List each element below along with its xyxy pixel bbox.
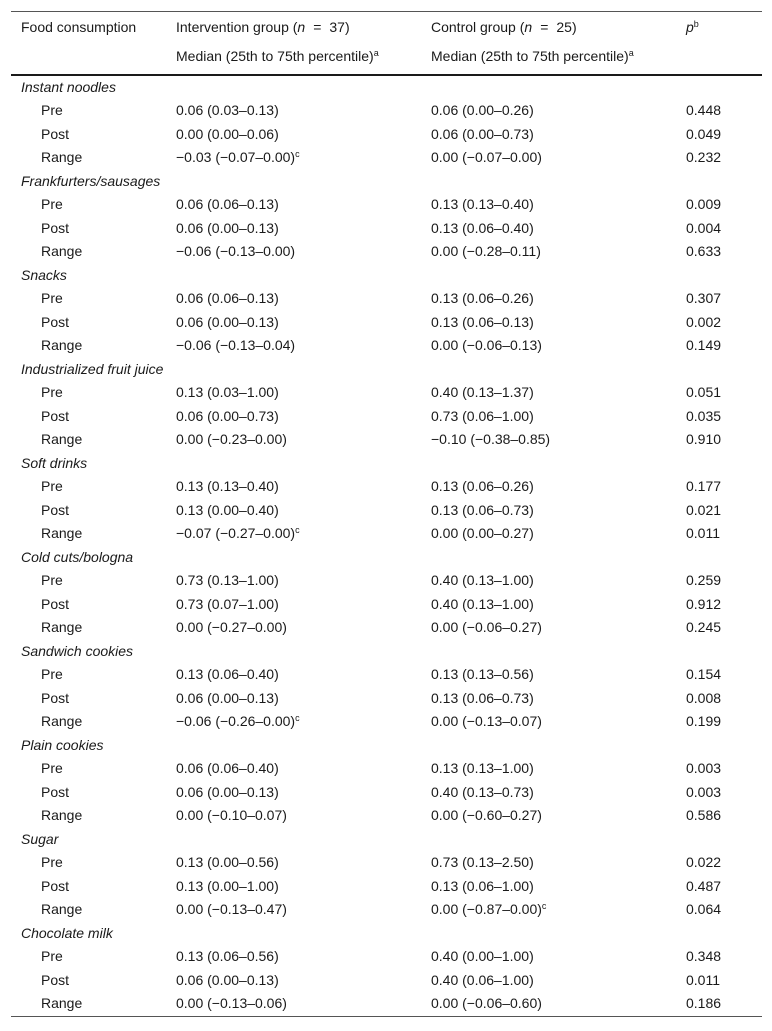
row-label: Range [41,243,83,259]
row-label: Post [41,407,70,424]
table-row [11,405,762,429]
table-row [11,898,762,922]
intervention-value: 0.13 (0.13–0.40) [176,478,279,494]
group-name: Chocolate milk [21,924,113,941]
p-value: 0.307 [686,290,722,306]
control-cell [421,146,676,170]
control-value: 0.00 (−0.06–0.13) [431,337,542,353]
p-value: 0.003 [686,783,722,800]
row-label: Range [11,992,166,1016]
control-value: 0.13 (0.06–0.26) [431,290,534,306]
intervention-value: 0.13 (0.03–1.00) [176,384,279,400]
table-row [11,428,762,452]
table-row [11,757,762,781]
table-row [11,499,762,523]
row-label: Post [41,313,70,330]
group-row [11,546,762,570]
row-label: Range [41,901,83,917]
intervention-value: 0.13 (0.00–1.00) [176,877,279,894]
control-cell [421,405,676,429]
control-cell [421,569,676,593]
table-row [11,687,762,711]
intervention-value: −0.06 (−0.13–0.00) [176,243,296,259]
control-value: 0.13 (0.13–0.40) [431,196,534,212]
p-value: 0.586 [686,807,722,823]
table-row [11,522,762,546]
control-value: 0.13 (0.06–0.13) [431,313,534,330]
control-cell [421,499,676,523]
group-row [11,358,762,382]
control-value: 0.13 (0.06–0.73) [431,501,534,518]
header-sub-control: Median (25th to 75th percentile)$^a$ [421,44,676,75]
p-value: 0.004 [686,219,722,236]
p-value: 0.487 [686,877,722,894]
control-value: 0.40 (0.00–1.00) [431,948,534,964]
table-row [11,710,762,734]
intervention-value: 0.73 (0.07–1.00) [176,595,279,612]
intervention-cell [166,99,421,123]
p-value: 0.035 [686,407,722,424]
p-value: 0.633 [686,243,722,259]
group-row [11,734,762,758]
group-row [11,828,762,852]
row-label: Range [41,619,83,635]
intervention-cell [166,240,421,264]
intervention-cell [166,875,421,899]
intervention-value: 0.06 (0.00–0.13) [176,313,279,330]
table-row [11,240,762,264]
intervention-value: 0.06 (0.00–0.73) [176,407,279,424]
row-label: Pre [41,572,63,588]
intervention-value: 0.06 (0.00–0.13) [176,971,279,988]
table-row [11,781,762,805]
footnote-marker: c [295,149,300,159]
group-name: Plain cookies [21,736,104,753]
intervention-value: 0.13 (0.06–0.56) [176,948,279,964]
food-consumption-table-container [11,11,762,1017]
row-label: Post [41,501,70,518]
control-cell [421,381,676,405]
control-value: 0.40 (0.06–1.00) [431,971,534,988]
table-row [11,381,762,405]
control-cell [421,123,676,147]
row-label: Pre [41,760,63,776]
intervention-value: 0.00 (0.00–0.06) [176,125,279,142]
intervention-value: 0.00 (−0.23–0.00) [176,431,287,447]
table-row [11,593,762,617]
p-value: 0.232 [686,149,722,165]
control-cell [421,334,676,358]
control-value: 0.13 (0.13–0.56) [431,666,534,682]
control-cell [421,969,676,993]
control-value: 0.13 (0.06–0.40) [431,219,534,236]
control-cell [421,663,676,687]
food-consumption-table [11,11,762,1017]
intervention-cell [166,616,421,640]
group-name: Soft drinks [21,454,88,471]
intervention-value: 0.06 (0.06–0.40) [176,760,279,776]
table-row [11,217,762,241]
group-row [11,452,762,476]
intervention-value: 0.06 (0.03–0.13) [176,102,279,118]
header-sub-intervention: Median (25th to 75th percentile)$^a$ [166,44,421,75]
intervention-value: 0.73 (0.13–1.00) [176,572,279,588]
p-value: 0.186 [676,992,762,1016]
header-subrow [11,44,762,75]
intervention-value: 0.06 (0.06–0.13) [176,196,279,212]
control-value: 0.40 (0.13–1.00) [431,595,534,612]
intervention-cell [166,311,421,335]
control-cell [421,992,676,1016]
control-cell [421,475,676,499]
control-value: 0.00 (−0.06–0.27) [431,619,542,635]
p-value: 0.064 [686,901,722,917]
footnote-marker: c [295,525,300,535]
p-value: 0.910 [686,431,722,447]
group-name: Sugar [21,830,59,847]
control-cell [421,804,676,828]
row-label: Pre [41,854,63,870]
control-cell [421,217,676,241]
intervention-value: 0.06 (0.00–0.13) [176,219,279,236]
table-row [11,193,762,217]
control-value: 0.73 (0.13–2.50) [431,854,534,870]
control-cell [421,193,676,217]
header-p-value: $p^b$ [676,12,762,44]
intervention-cell [166,287,421,311]
control-cell [421,945,676,969]
table-row [11,287,762,311]
group-name: Snacks [21,266,67,283]
p-value: 0.008 [686,689,722,706]
control-cell [421,687,676,711]
row-label: Pre [41,196,63,212]
row-label: Post [41,783,70,800]
intervention-value: 0.00 (−0.10–0.07) [176,807,287,823]
footnote-marker: c [541,901,547,911]
p-value: 0.154 [686,666,722,682]
p-value: 0.011 [686,525,720,541]
p-value: 0.021 [686,501,722,518]
row-label: Range [41,149,83,165]
p-value: 0.448 [686,102,722,118]
intervention-cell [166,710,421,734]
intervention-cell [166,334,421,358]
intervention-value: −0.03 (−0.07–0.00) [176,149,296,165]
control-value: 0.13 (0.13–1.00) [431,760,534,776]
row-label: Range [41,525,83,541]
header-row [11,12,762,44]
row-label: Post [41,595,70,612]
intervention-cell [166,428,421,452]
control-value: 0.00 (−0.60–0.27) [431,807,542,823]
intervention-value: 0.13 (0.06–0.40) [176,666,279,682]
table-row [11,663,762,687]
intervention-cell [166,593,421,617]
table-row [11,311,762,335]
row-label: Range [41,807,83,823]
intervention-cell [166,217,421,241]
p-value: 0.177 [686,478,722,494]
group-name: Industrialized fruit juice [21,360,164,377]
table-row [11,334,762,358]
group-row [11,640,762,664]
row-label: Range [41,713,83,729]
group-row [11,922,762,946]
table-row [11,875,762,899]
control-value: 0.13 (0.06–1.00) [431,877,534,894]
row-label: Post [41,689,70,706]
control-cell [421,875,676,899]
control-value: 0.00 (−0.87–0.00) [431,901,542,917]
control-cell [421,781,676,805]
control-value: 0.06 (0.00–0.26) [431,102,534,118]
table-row [11,992,762,1016]
p-value: 0.348 [686,948,722,964]
table-row [11,616,762,640]
table-header [11,12,762,75]
p-value: 0.245 [686,619,722,635]
table-row [11,969,762,993]
header-control-group: Control group (n = 25) [421,12,676,44]
control-value: −0.10 (−0.38–0.85) [431,431,551,447]
intervention-value: 0.13 (0.00–0.40) [176,501,279,518]
row-label: Pre [41,478,63,494]
group-name: Instant noodles [21,78,116,95]
group-row [11,264,762,288]
row-label: Pre [41,290,63,306]
intervention-cell [166,687,421,711]
intervention-cell [166,757,421,781]
intervention-cell [166,992,421,1016]
intervention-value: −0.06 (−0.13–0.04) [176,337,296,353]
p-value: 0.149 [686,337,722,353]
intervention-cell [166,969,421,993]
row-label: Pre [41,948,63,964]
control-cell [421,898,676,922]
control-value: 0.00 (−0.07–0.00) [431,149,542,165]
control-value: 0.40 (0.13–1.00) [431,572,534,588]
row-label: Post [41,219,70,236]
control-value: 0.13 (0.06–0.26) [431,478,534,494]
intervention-cell [166,193,421,217]
intervention-value: 0.06 (0.00–0.13) [176,689,279,706]
control-cell [421,99,676,123]
intervention-value: 0.00 (−0.13–0.06) [176,995,287,1011]
intervention-value: 0.06 (0.06–0.13) [176,290,279,306]
p-value: 0.259 [686,572,722,588]
table-body [11,75,762,1017]
group-row [11,170,762,194]
control-cell [421,851,676,875]
control-value: 0.00 (−0.06–0.60) [431,995,542,1011]
control-value: 0.40 (0.13–1.37) [431,384,534,400]
header-intervention-group: Intervention group (n = 37) [166,12,421,44]
control-value: 0.00 (−0.28–0.11) [431,243,541,259]
row-label: Pre [41,666,63,682]
table-row [11,569,762,593]
intervention-cell [166,499,421,523]
row-label: Range [41,431,83,447]
intervention-cell [166,569,421,593]
intervention-cell [166,381,421,405]
row-label: Post [41,125,70,142]
table-row [11,851,762,875]
header-sub-empty-p [676,44,762,75]
footnote-marker: c [295,713,300,723]
intervention-cell [166,851,421,875]
header-sub-empty [11,44,166,75]
intervention-cell [166,898,421,922]
control-value: 0.73 (0.06–1.00) [431,407,534,424]
p-value: 0.022 [686,854,722,870]
p-value: 0.002 [686,313,722,330]
control-cell [421,593,676,617]
table-row [11,945,762,969]
control-value: 0.40 (0.13–0.73) [431,783,534,800]
table-row [11,99,762,123]
intervention-value: 0.00 (−0.27–0.00) [176,619,287,635]
intervention-cell [166,663,421,687]
header-food-consumption: Food consumption [11,12,166,44]
intervention-cell [166,781,421,805]
row-label: Pre [41,102,63,118]
table-row [11,123,762,147]
control-cell [421,757,676,781]
intervention-cell [166,804,421,828]
intervention-cell [166,123,421,147]
table-row [11,146,762,170]
intervention-cell [166,146,421,170]
group-row [11,75,762,100]
control-cell [421,311,676,335]
row-label: Range [41,337,83,353]
intervention-value: 0.00 (−0.13–0.47) [176,901,287,917]
intervention-value: 0.13 (0.00–0.56) [176,854,279,870]
intervention-value: −0.07 (−0.27–0.00) [176,525,296,541]
table-row [11,804,762,828]
control-cell [421,522,676,546]
p-value: 0.049 [686,125,722,142]
p-value: 0.011 [686,971,720,988]
table-row [11,475,762,499]
row-label: Post [41,877,70,894]
p-value: 0.003 [686,760,722,776]
intervention-cell [166,475,421,499]
p-value: 0.051 [686,384,722,400]
control-cell [421,287,676,311]
intervention-cell [166,405,421,429]
intervention-value: −0.06 (−0.26–0.00) [176,713,296,729]
group-name: Cold cuts/bologna [21,548,134,565]
p-value: 0.912 [686,595,722,612]
control-value: 0.13 (0.06–0.73) [431,689,534,706]
row-label: Pre [41,384,63,400]
control-value: 0.00 (0.00–0.27) [431,525,534,541]
p-value: 0.199 [686,713,722,729]
group-name: Sandwich cookies [21,642,134,659]
intervention-cell [166,522,421,546]
group-name: Frankfurters/sausages [21,172,161,189]
control-cell [421,240,676,264]
row-label: Post [41,971,70,988]
control-cell [421,710,676,734]
control-cell [421,616,676,640]
control-value: 0.06 (0.00–0.73) [431,125,534,142]
intervention-value: 0.06 (0.00–0.13) [176,783,279,800]
intervention-cell [166,945,421,969]
p-value: 0.009 [686,196,722,212]
control-value: 0.00 (−0.13–0.07) [431,713,542,729]
control-cell [421,428,676,452]
